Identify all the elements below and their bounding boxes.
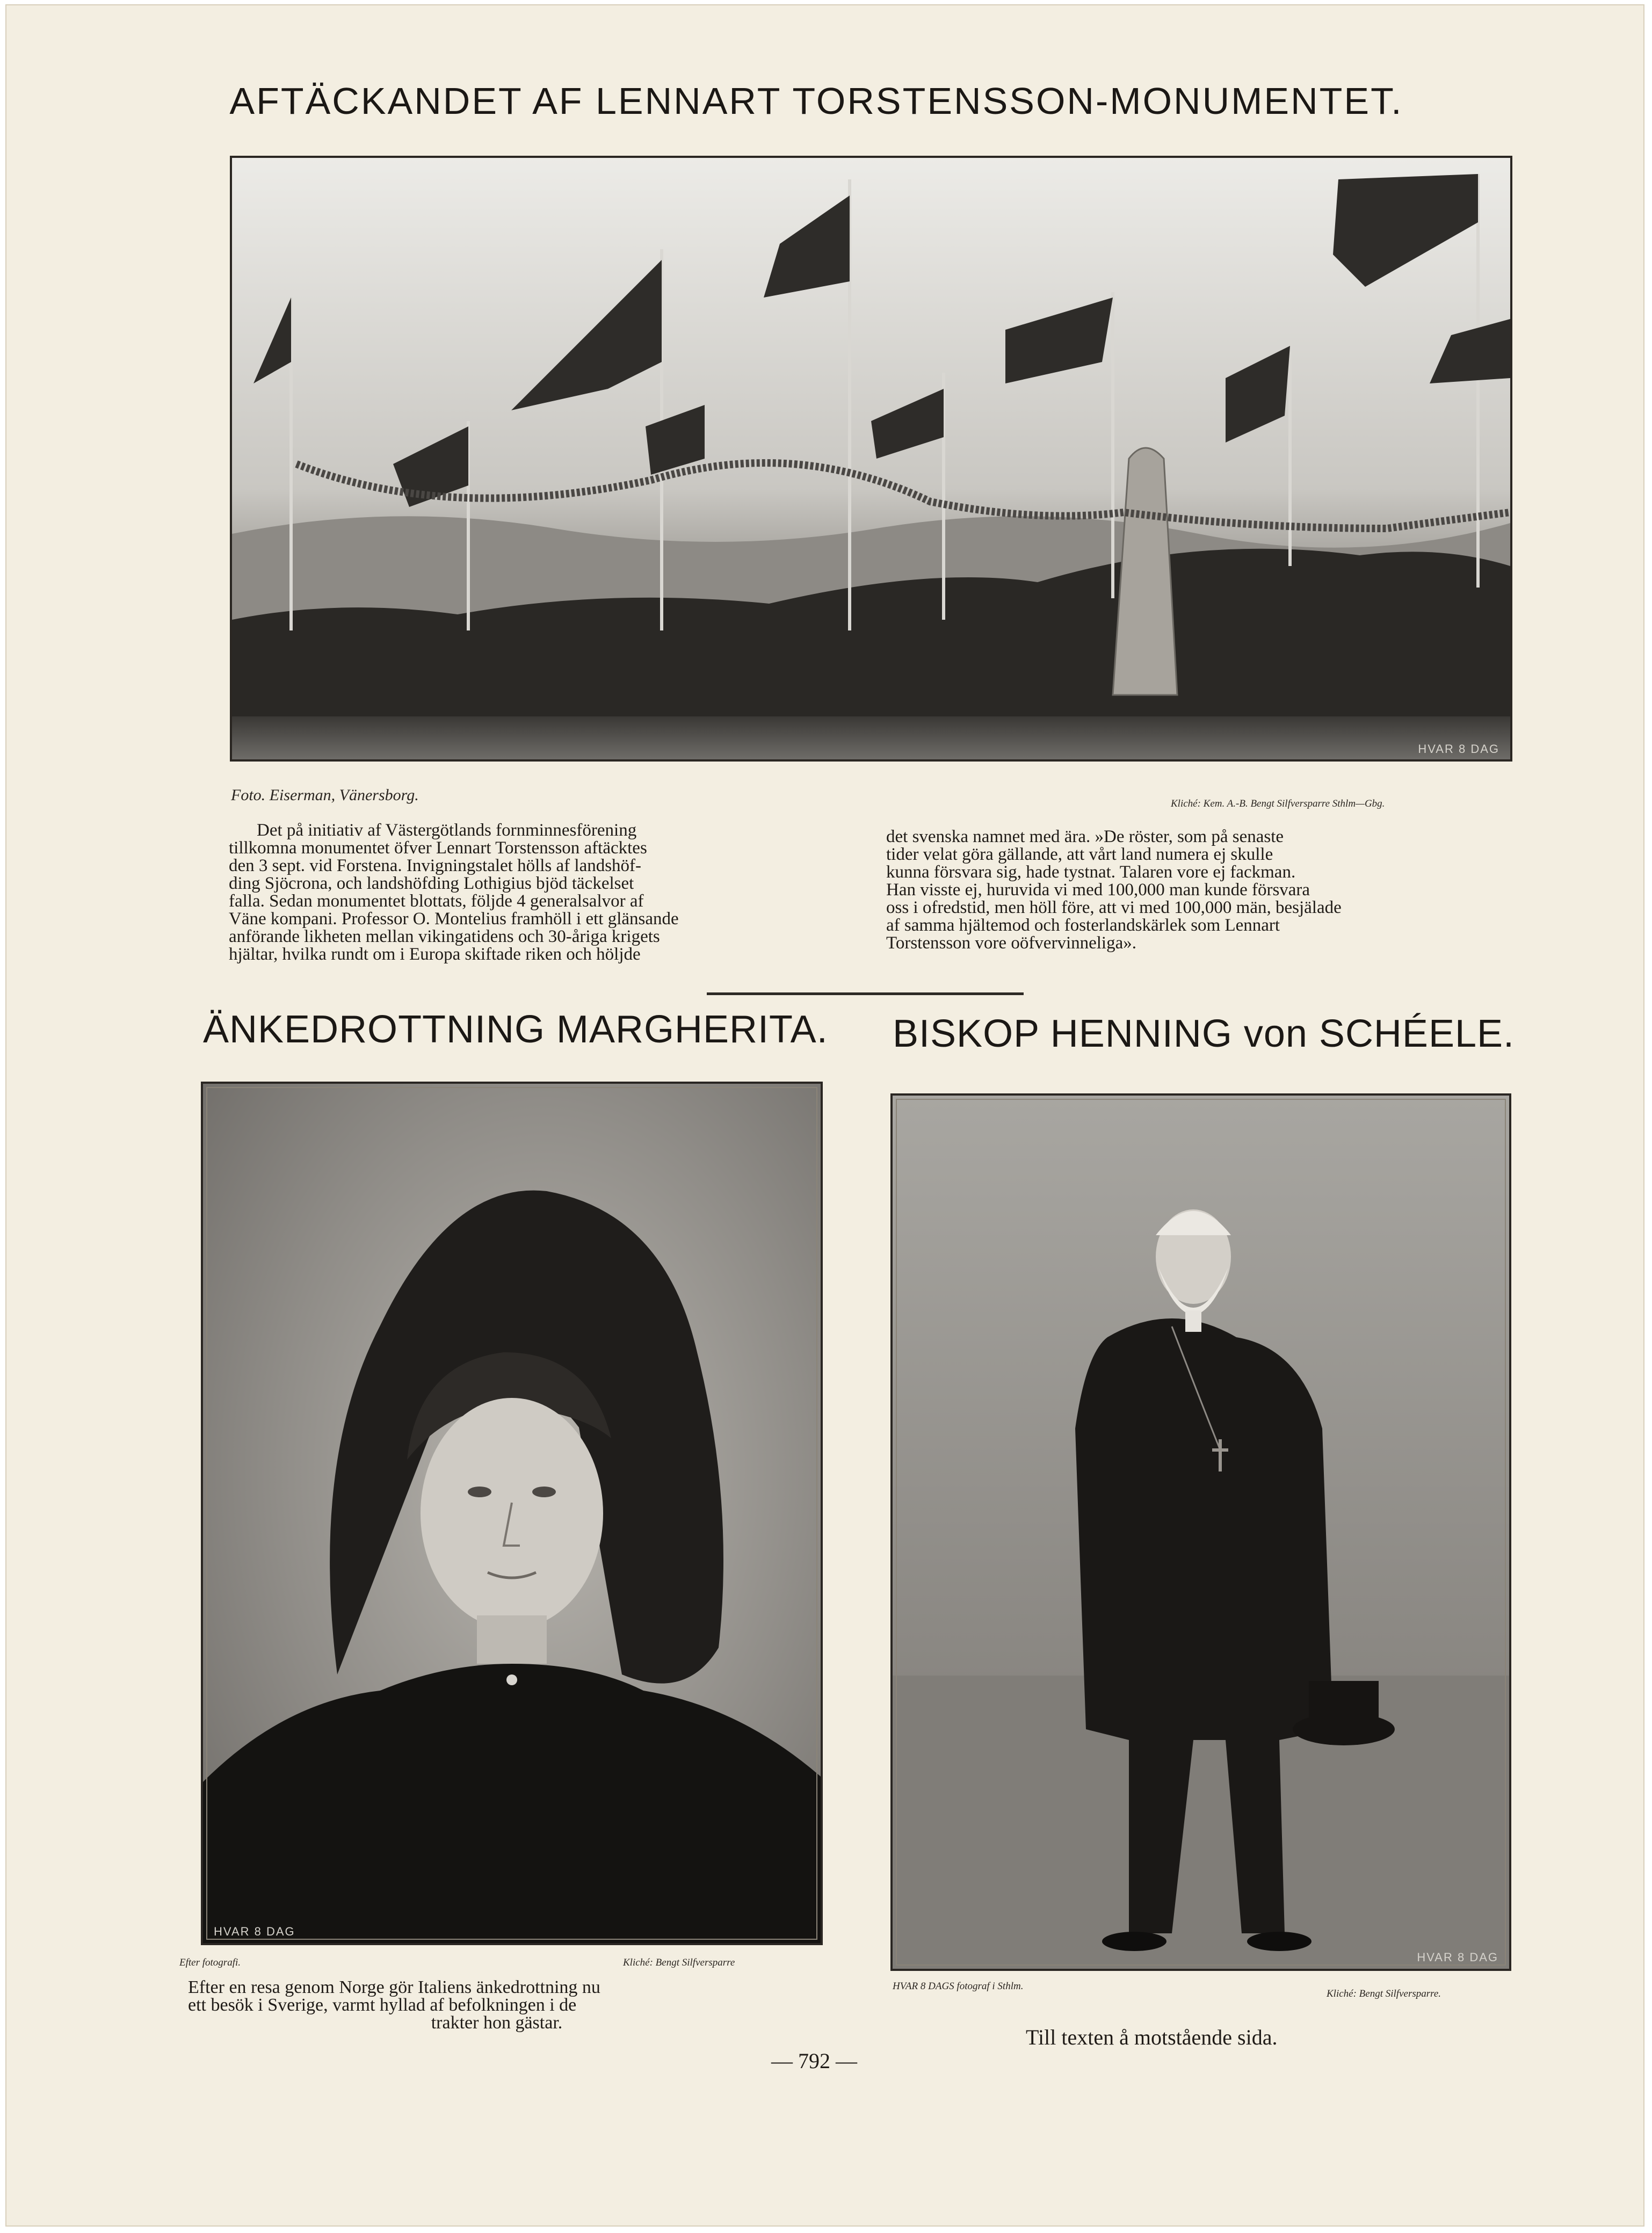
bishop-photo-cliche: Kliché: Bengt Silfversparre.: [1327, 1988, 1441, 1999]
monument-photo: [230, 156, 1512, 762]
article-right-line: Torstensson vore oöfvervinneliga».: [886, 933, 1136, 953]
article-left-column: [229, 822, 840, 963]
article-right-line: Han visste ej, huruvida vi med 100,000 man kunde försvara: [886, 880, 1310, 900]
article-left-line: den 3 sept. vid Forstena. Invigningstalet hölls af landshöf-: [229, 856, 642, 875]
article-left-line: Det på initiativ af Västergötlands fornminnesförening: [257, 821, 637, 840]
section-divider: [707, 992, 1024, 995]
article-right-line: kunna försvara sig, hade tystnat. Talaren vore ej fackman.: [886, 862, 1296, 882]
bishop-portrait: [890, 1093, 1511, 1971]
article-right-line: det svenska namnet med ära. »De röster, som på senaste: [886, 827, 1284, 846]
queen-portrait-watermark: HVAR 8 DAG: [214, 1925, 295, 1938]
queen-caption-line: Efter en resa genom Norge gör Italiens änkedrottning nu: [188, 1977, 600, 1997]
queen-portrait-border: [206, 1087, 817, 1940]
page-headline: AFTÄCKANDET AF LENNART TORSTENSSON-MONUMENTET.: [229, 80, 1403, 122]
queen-photo-credit: Efter fotografi.: [179, 1957, 241, 1968]
magazine-page: [5, 4, 1644, 2227]
article-left-line: anförande likheten mellan vikingatidens och 30-åriga krigets: [229, 927, 660, 946]
article-right-line: tider velat göra gällande, att vårt land numera ej skulle: [886, 845, 1273, 864]
monument-photo-watermark: HVAR 8 DAG: [1418, 742, 1499, 756]
bishop-portrait-border: [896, 1099, 1506, 1966]
article-right-line: oss i ofredstid, men höll före, att vi med 100,000 män, besjälade: [886, 898, 1342, 917]
queen-portrait: [201, 1082, 823, 1945]
queen-caption-line: ett besök i Sverige, varmt hyllad af befolkningen i de: [188, 1995, 577, 2015]
monument-photo-credit: Foto. Eiserman, Vänersborg.: [231, 786, 419, 804]
article-left-line: falla. Sedan monumentet blottats, följde 4 generalsalvor af: [229, 891, 644, 911]
page-number: — 792 —: [771, 2049, 857, 2073]
article-left-line: tillkomna monumentet öfver Lennart Torstensson aftäcktes: [229, 838, 647, 858]
bishop-caption: Till texten å motstående sida.: [1026, 2025, 1278, 2049]
article-left-line: hjältar, hvilka rundt om i Europa skiftade riken och höljde: [229, 945, 641, 964]
queen-heading: ÄNKEDROTTNING MARGHERITA.: [203, 1008, 828, 1051]
bishop-portrait-watermark: HVAR 8 DAG: [1417, 1951, 1498, 1964]
article-right-column: [886, 828, 1509, 952]
bishop-heading: BISKOP HENNING von SCHÉELE.: [893, 1012, 1515, 1055]
monument-photo-cliche: Kliché: Kem. A.-B. Bengt Silfversparre Sthlm—Gbg.: [1171, 798, 1385, 809]
article-left-line: ding Sjöcrona, och landshöfding Lothigius bjöd täckelset: [229, 874, 634, 893]
article-left-line: Väne kompani. Professor O. Montelius framhöll i ett glänsande: [229, 909, 679, 929]
queen-photo-cliche: Kliché: Bengt Silfversparre: [623, 1957, 735, 1968]
queen-caption: [188, 1978, 806, 2032]
bishop-photo-credit: HVAR 8 DAGS fotograf i Sthlm.: [893, 1981, 1024, 1992]
monument-photo-image: [232, 158, 1510, 759]
queen-caption-line: trakter hon gästar.: [431, 2013, 563, 2033]
article-right-line: af samma hjältemod och fosterlandskärlek som Lennart: [886, 916, 1280, 935]
